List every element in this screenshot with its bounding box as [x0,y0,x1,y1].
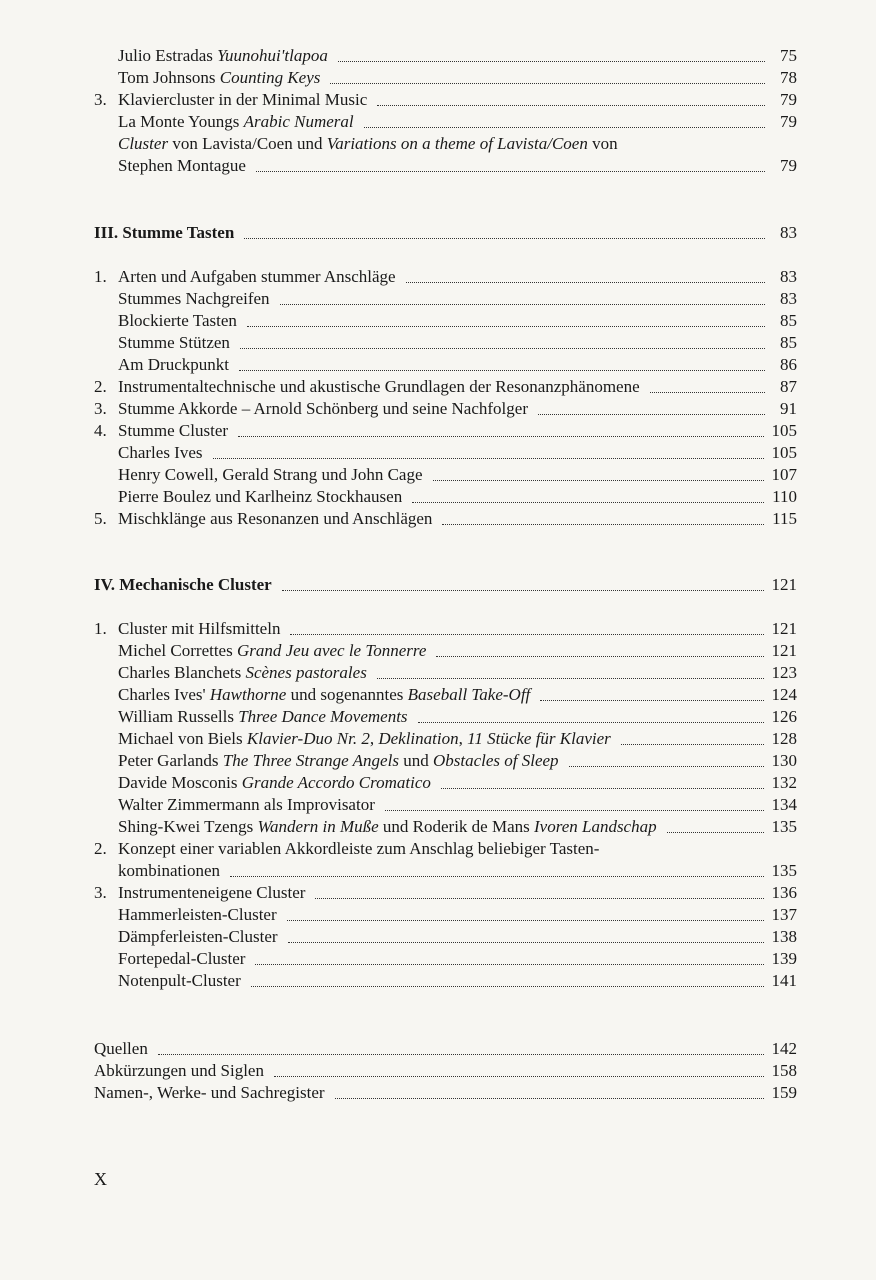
dot-leader [239,369,765,371]
title-text: Peter Garlands [118,751,223,770]
toc-entry [94,486,797,508]
toc-entry-title [118,772,431,794]
title-text: III. Stumme Tasten [94,223,235,242]
toc-entry [94,398,797,420]
toc-page-number: 130 [771,751,797,770]
dot-leader [385,809,764,811]
title-text: Stummes Nachgreifen [118,289,270,308]
toc-entry-title [118,354,229,376]
title-text: Charles Blanchets [118,663,246,682]
title-text: und Roderik de Mans [378,817,534,836]
toc-entry [94,882,797,904]
toc-entry [94,904,797,926]
toc-entry [94,860,797,882]
toc-page-number: 141 [771,971,797,990]
title-text: , [369,729,379,748]
toc-entry [94,310,797,332]
title-text: Abkürzungen und Siglen [94,1061,264,1080]
dot-leader [244,237,765,239]
dot-leader [338,60,765,62]
toc-page-number: 83 [780,267,797,286]
dot-leader [406,281,765,283]
title-text: Instrumentaltechnische und akustische Grundlagen der Resonanzphänomene [118,377,640,396]
toc-page-number: 126 [771,707,797,726]
dot-leader [290,633,763,635]
title-text: Henry Cowell, Gerald Strang und John Cage [118,465,423,484]
toc-entry [94,288,797,310]
dot-leader [650,391,765,393]
toc-entry-title [118,420,228,442]
work-title-italic: Grand Jeu avec le Tonnerre [236,641,427,660]
dot-leader [256,170,765,172]
toc-entry-title [118,266,396,288]
title-text: Quellen [94,1039,148,1058]
toc-entry-title [118,310,237,332]
toc-entry-title [118,882,305,904]
dot-leader [238,435,763,437]
dot-leader [255,963,763,965]
dot-leader [315,897,763,899]
toc-page-number: 91 [780,399,797,418]
toc-entry [94,133,797,155]
title-text: Cluster mit Hilfsmitteln [118,619,281,638]
toc-entry [94,640,797,662]
dot-leader [433,479,764,481]
dot-leader [441,787,764,789]
dot-leader [288,941,764,943]
dot-leader [412,501,764,503]
toc-entry [94,772,797,794]
work-title-italic: Hawthorne [209,685,287,704]
dot-leader [621,743,764,745]
dot-leader [364,126,765,128]
toc-page-number: 142 [771,1039,797,1058]
toc-page-number: 134 [771,795,797,814]
toc-entry-title [118,398,528,420]
toc-entry [94,970,797,992]
toc-page-number: 121 [771,575,797,594]
dot-leader [240,347,765,349]
title-text: Konzept einer variablen Akkordleiste zum Anschlag beliebiger Tasten- [118,839,600,858]
toc-entry [94,684,797,706]
dot-leader [280,303,765,305]
work-title-italic: Three Dance Movements [238,707,408,726]
toc-page-number: 110 [772,487,797,506]
dot-leader [569,765,764,767]
toc-page-number: 87 [780,377,797,396]
title-text: Shing-Kwei Tzengs [118,817,258,836]
title-text: und sogenanntes [286,685,408,704]
title-text: von [587,134,618,153]
toc-entry-title [118,948,245,970]
dot-leader [540,699,763,701]
toc-page-number: 78 [780,68,797,87]
toc-entry [94,67,797,89]
toc-entry [94,816,797,838]
toc-page-number: 158 [771,1061,797,1080]
title-text: Stumme Akkorde – Arnold Schönberg und seine Nachfolger [118,399,528,418]
toc-entry [94,1060,797,1082]
title-text: Notenpult-Cluster [118,971,241,990]
toc-entry-title [94,1038,148,1060]
dot-leader [418,721,764,723]
toc-entry-title [118,376,640,398]
toc-page-number: 83 [780,289,797,308]
dot-leader [274,1075,764,1077]
toc-page-number: 107 [771,465,797,484]
toc-entry [94,948,797,970]
toc-entry-title [118,133,618,155]
work-title-italic: Klavier-Duo Nr. 2 [246,729,370,748]
work-title-italic: Cluster [118,134,169,153]
toc-entry-number: 2. [94,377,107,396]
title-text: Davide Mosconis [118,773,242,792]
toc-entry [94,420,797,442]
toc-entry [94,926,797,948]
toc-entry-title [118,67,320,89]
toc-entry [94,89,797,111]
title-text: Stumme Cluster [118,421,229,440]
toc-entry [94,662,797,684]
toc-entry-title [118,816,657,838]
work-title-italic: Arabic Numeral [243,112,354,131]
toc-entry [94,706,797,728]
work-title-italic: Obstacles of Sleep [432,751,559,770]
title-text: Charles Ives' [118,685,210,704]
toc-page-number: 86 [780,355,797,374]
toc-page-number: 105 [771,421,797,440]
work-title-italic: Counting Keys [219,68,321,87]
title-text: Hammerleisten-Cluster [118,905,277,924]
toc-entry-title [118,794,375,816]
toc-entry-title [94,1060,264,1082]
toc-page-number: 128 [771,729,797,748]
title-text: Walter Zimmermann als Improvisator [118,795,375,814]
toc-page-number: 83 [780,223,797,242]
toc-page-number: 139 [771,949,797,968]
toc-entry [94,838,797,860]
work-title-italic: Grande Accordo Cromatico [241,773,431,792]
toc-entry [94,45,797,67]
toc-page-number: 79 [780,156,797,175]
toc-page-number: 79 [780,90,797,109]
toc-entry [94,728,797,750]
toc-entry-title [94,1082,325,1104]
toc-page-number: 85 [780,333,797,352]
title-text: William Russells [118,707,239,726]
title-text: Klaviercluster in der Minimal Music [118,90,368,109]
toc-entry-title [118,508,432,530]
toc-entry-title [118,860,220,882]
title-text: kombinationen [118,861,220,880]
toc-entry-title [118,970,241,992]
toc-page-number: 123 [771,663,797,682]
work-title-italic: Deklination [378,729,459,748]
work-title-italic: Ivoren Landschap [534,817,657,836]
work-title-italic: Variations on a theme of Lavista/Coen [326,134,588,153]
dot-leader [377,677,764,679]
dot-leader [442,523,764,525]
work-title-italic: Yuunohui'tlapoa [217,46,328,65]
toc-entry-title [118,662,367,684]
dot-leader [213,457,764,459]
toc-entry-title [118,838,599,860]
toc-entry-title [118,288,270,310]
toc-page-number: 75 [780,46,797,65]
toc-section-heading [94,222,797,244]
toc-entry [94,1082,797,1104]
toc-entry [94,111,797,133]
toc-entry-title [118,640,426,662]
page-folio: X [94,1169,107,1189]
toc-entry-title [118,486,402,508]
toc-entry [94,618,797,640]
toc-page-number: 85 [780,311,797,330]
title-text: Stephen Montague [118,156,246,175]
toc-entry [94,794,797,816]
title-text: und [398,751,433,770]
toc-entry-title [118,89,367,111]
toc-entry-number: 2. [94,839,107,858]
toc-page-number: 121 [771,619,797,638]
dot-leader [247,325,765,327]
toc-entry-title [118,464,423,486]
title-text: Am Druckpunkt [118,355,229,374]
dot-leader [538,413,765,415]
toc-entry-number: 3. [94,90,107,109]
dot-leader [335,1097,764,1099]
toc-entry-title [118,618,280,640]
toc-entry [94,332,797,354]
toc-entry-title [118,706,408,728]
toc-page-number: 121 [771,641,797,660]
title-text: Dämpferleisten-Cluster [118,927,278,946]
toc-entry [94,750,797,772]
title-text: Arten und Aufgaben stummer Anschläge [118,267,396,286]
toc-entry-number: 3. [94,399,107,418]
toc-entry-number: 1. [94,619,107,638]
toc-entry [94,266,797,288]
title-text: Namen-, Werke- und Sachregister [94,1083,325,1102]
toc-entry-title [94,222,234,244]
toc-entry-title [118,111,354,133]
work-title-italic: Wandern in Muße [257,817,379,836]
title-text: Fortepedal-Cluster [118,949,246,968]
title-text: Michael von Biels [118,729,247,748]
title-text: La Monte Youngs [118,112,244,131]
toc-page-number: 136 [771,883,797,902]
toc-page-number: 79 [780,112,797,131]
title-text: von Lavista/Coen und [168,134,327,153]
toc-entry [94,442,797,464]
toc-entry [94,464,797,486]
toc-entry [94,1038,797,1060]
toc-entry [94,508,797,530]
title-text: Blockierte Tasten [118,311,237,330]
toc-page-number: 115 [772,509,797,528]
title-text: Tom Johnsons [118,68,220,87]
toc-entry-title [118,926,278,948]
dot-leader [282,589,764,591]
toc-page-number: 132 [771,773,797,792]
toc-entry [94,354,797,376]
title-text: Michel Correttes [118,641,237,660]
dot-leader [377,104,765,106]
toc-entry-title [118,904,277,926]
title-text: Charles Ives [118,443,203,462]
toc-section-heading [94,574,797,596]
toc-entry-number: 4. [94,421,107,440]
toc-entry-title [118,750,559,772]
toc-entry-title [118,155,246,177]
toc-page-number: 138 [771,927,797,946]
title-text: Julio Estradas [118,46,218,65]
title-text: Pierre Boulez und Karlheinz Stockhausen [118,487,403,506]
toc-entry-title [94,574,272,596]
work-title-italic: Baseball Take-Off [407,685,531,704]
toc-page-number: 105 [771,443,797,462]
toc-entry [94,376,797,398]
toc-entry-title [118,45,328,67]
toc-entry-title [118,684,530,706]
title-text: , [458,729,468,748]
title-text: Mischklänge aus Resonanzen und Anschlägen [118,509,433,528]
work-title-italic: Scènes pastorales [245,663,367,682]
work-title-italic: The Three Strange Angels [222,751,399,770]
toc-page-number: 137 [771,905,797,924]
toc-page-number: 159 [771,1083,797,1102]
dot-leader [667,831,764,833]
dot-leader [330,82,765,84]
dot-leader [436,655,763,657]
toc-entry-title [118,728,611,750]
toc-entry-number: 3. [94,883,107,902]
toc-entry-title [118,332,230,354]
toc-page-number: 135 [771,861,797,880]
dot-leader [158,1053,764,1055]
work-title-italic: 11 Stücke für Klavier [467,729,611,748]
title-text: IV. Mechanische Cluster [94,575,272,594]
toc-entry-number: 1. [94,267,107,286]
title-text: Stumme Stützen [118,333,230,352]
toc-entry-title [118,442,203,464]
toc-page-number: 135 [771,817,797,836]
toc-entry-number: 5. [94,509,107,528]
dot-leader [287,919,764,921]
dot-leader [230,875,764,877]
toc-page-number: 124 [771,685,797,704]
toc-entry [94,155,797,177]
dot-leader [251,985,764,987]
title-text: Instrumenteneigene Cluster [118,883,306,902]
